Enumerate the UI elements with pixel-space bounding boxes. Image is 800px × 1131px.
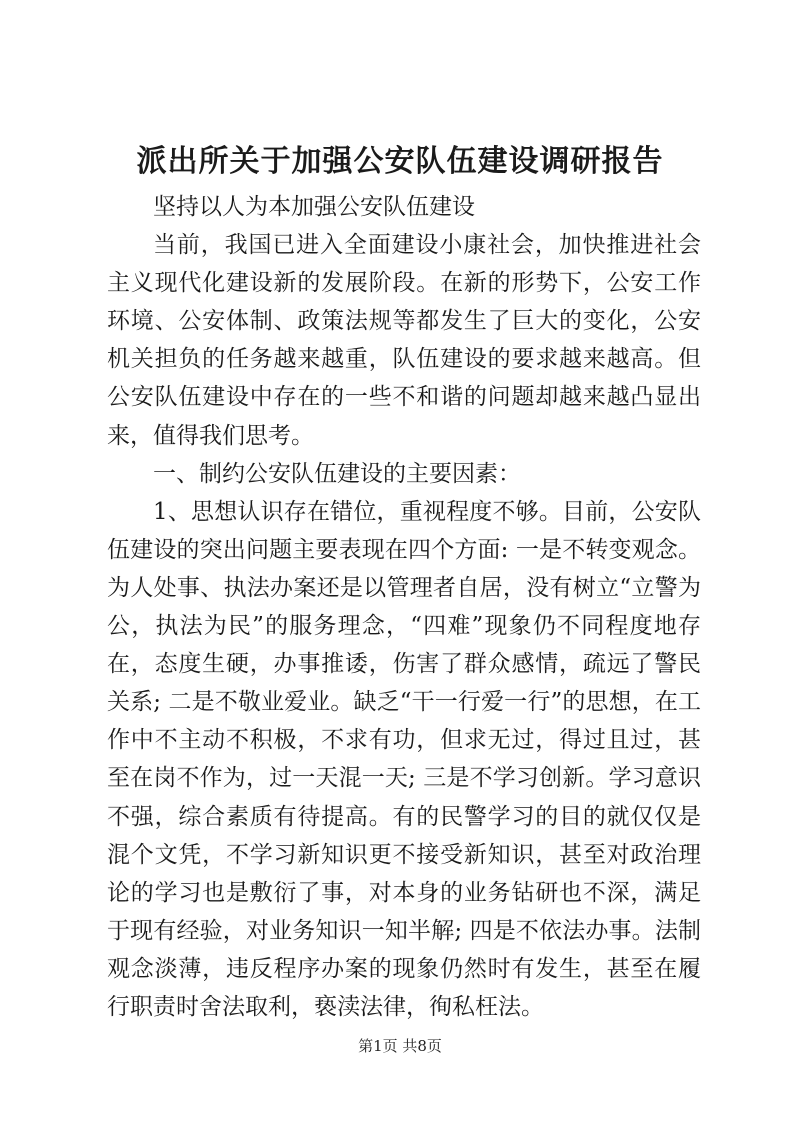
section-heading: 一、制约公安队伍建设的主要因素： [153,460,521,487]
page-footer: 第1页 共8页 [358,1037,442,1055]
document-title: 派出所关于加强公安队伍建设调研报告 [136,144,664,179]
document-body [107,188,701,1026]
body-paragraph: 1、思想认识存在错位，重视程度不够。目前，公安队伍建设的突出问题主要表现在四个方面: 一是不转变观念。为人处事、执法办案还是以管理者自居，没有树立“立警为公，执法为民”的服务理念，“四难”现象仍不同程度地存在，态度生硬，办事推诿，伤害了群众感情，疏远了警民关系; 二是不敬业爱业。缺乏“干一行爱一行”的思想，在工作中不主动不积极，不求有功，但求无过，得过且过，甚至在岗不作为，过一天混一天; 三是不学习创新。学习意识不强，综合素质有待提高。有的民警学习的目的就仅仅是混个文凭，不学习新知识更不接受新知识，甚至对政治理论的学习也是敷衍了事，对本身的业务钻研也不深，满足于现有经验，对业务知识一知半解; 四是不依法办事。法制观念淡薄，违反程序办案的现象仍然时有发生，甚至在履行职责时舍法取利，亵渎法律，徇私枉法。 [107,498,701,1020]
subtitle-paragraph: 坚持以人为本加强公安队伍建设 [153,194,475,220]
intro-paragraph: 当前，我国已进入全面建设小康社会，加快推进社会主义现代化建设新的发展阶段。在新的形势下，公安工作环境、公安体制、政策法规等都发生了巨大的变化，公安机关担负的任务越来越重，队伍建设的要求越来越高。但公安队伍建设中存在的一些不和谐的问题却越来越凸显出来，值得我们思考。 [107,232,701,449]
